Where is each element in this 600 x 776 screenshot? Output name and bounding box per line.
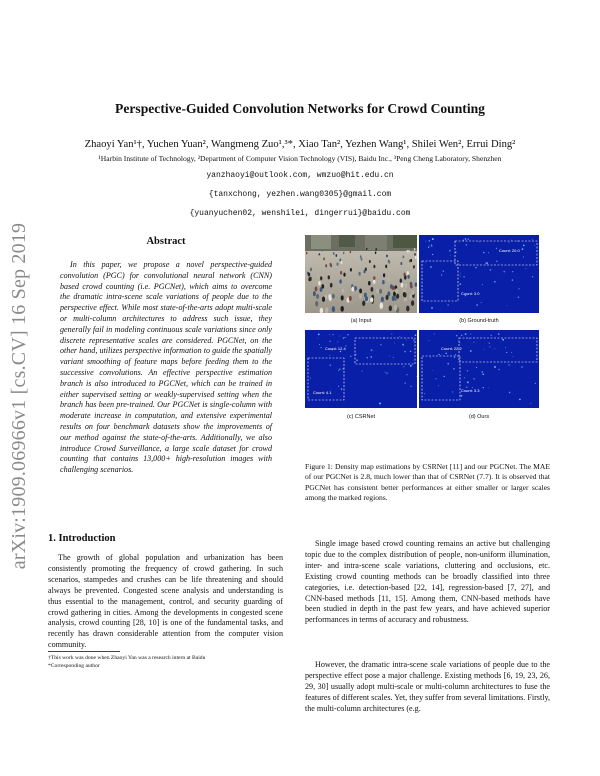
email-line: {tanxchong, yezhen.wang0305}@gmail.com — [208, 190, 392, 199]
abstract-text: In this paper, we propose a novel perspective-guided convolution (PGC) for convolutional neural network (CNN) based crowd counting (i.e. PGCNet), which aims to overcome the dramatic intra-scene scale variations of people due to the perspective effect. While most state-of-the-arts adopt multi-scale or multi-column architectures to address such issue, they generally fail in modeling continuous scale variations since only discrete representative scales are considered. PGCNet, on the other hand, utilizes perspective information to guide the spatially variant smoothing of feature maps before feeding them to the successive convolutions. An effective perspective estimation branch is also introduced to PGCNet, which can be trained in either supervised setting or weakly-supervised setting when the branch has been pre-trained. Our PGCNet is single-column with moderate increase in computation, and extensive experimental results on four benchmark datasets show the improvements of our method against the state-of-the-arts. Additionally, we also introduce Crowd Surveillance, a large scale dataset for crowd counting that contains 13,000+ high-resolution images with challenging scenarios. — [60, 260, 272, 475]
arxiv-stamp — [4, 218, 34, 574]
introduction-paragraph: The growth of global population and urbanization has been consistently promoting the frequency of crowd gathering. In such scenarios, stampedes and crushes can be life threatening and should always be prevented. Congested scene analysis and understanding is thus essential to the management, control, and security guarding of crowd gathering in cities. Among the developments in congested scene analysis, crowd counting [28, 10] is one of the fundamental tasks, and recently has drawn considerable attention from the computer vision community. — [48, 553, 283, 650]
affiliations: ¹Harbin Institute of Technology, ²Department of Computer Vision Technology (VIS), Baidu Inc., ³Peng Cheng Laboratory, Shenzhen — [98, 154, 502, 163]
body-paragraph: Single image based crowd counting remains an active but challenging topic due to the complex distribution of people, non-uniform illumination, inter- and intra-scene scale variations, cluttering and occlusions, etc. Existing crowd counting methods can be broadly classified into three categories, i.e. detection-based [22, 14], regression-based [7, 27], and CNN-based methods [11, 15]. Among them, CNN-based methods have been studied in depth in the past few years, and have achieved superior performances in terms of accuracy and robustness. — [305, 539, 550, 625]
email-list — [60, 166, 540, 223]
footnote: †This work was done when Zhaoyi Yan was a research intern at Baidu — [48, 655, 206, 661]
email-line: yanzhaoyi@outlook.com, wmzuo@hit.edu.cn — [206, 171, 394, 180]
footnote-rule — [48, 651, 120, 652]
count-label: Count: 3.3 — [461, 388, 480, 393]
paper-title: Perspective-Guided Convolution Networks for Crowd Counting — [115, 101, 485, 116]
input-crowd-photo — [305, 235, 417, 313]
footnotes — [48, 654, 288, 670]
panel-label-csrnet: (c) CSRNet — [346, 414, 376, 420]
introduction-heading: 1. Introduction — [48, 533, 116, 544]
abstract-heading: Abstract — [146, 236, 186, 247]
arxiv-id: arXiv:1909.06966v1 [cs.CV] 16 Sep 2019 — [8, 222, 30, 570]
figure-caption: Figure 1: Density map estimations by CSRNet [11] and our PGCNet. The MAE of our PGCNet is 2.8, much lower than that of CSRNet (7.7). It is observed that PGCNet has consistent better performances at either smaller or larger scales among the marked regions. — [305, 462, 550, 502]
pgcnet-density-map — [419, 330, 539, 408]
panel-label-ours: (d) Ours — [468, 414, 490, 420]
email-line: {yuanyuchen02, wenshilei, dingerrui}@baidu.com — [189, 209, 411, 218]
csrnet-density-map — [305, 330, 417, 408]
count-label: Count: 4.1 — [313, 390, 332, 395]
count-label: Count: 20.0 — [499, 248, 520, 253]
count-label: Count: 22.2 — [441, 346, 462, 351]
body-paragraph: However, the dramatic intra-scene scale variations of people due to the perspective effect pose a major challenge. Existing methods [6, 19, 23, 26, 29, 30] usually adopt multi-scale or multi-column architectures to fuse the features of different scales. Yet, they suffer from several limitations. Firstly, the multi-column architectures (e.g. — [305, 660, 550, 713]
ground-truth-density-map — [419, 235, 539, 313]
count-label: Count: 12.4 — [325, 346, 346, 351]
panel-label-input: (a) Input — [350, 318, 372, 324]
author-list: Zhaoyi Yan¹†, Yuchen Yuan², Wangmeng Zuo¹,³*, Xiao Tan², Yezhen Wang¹, Shilei Wen², Errui Ding² — [84, 139, 516, 150]
count-label: Count: 3.0 — [461, 291, 480, 296]
footnote: *Corresponding author — [48, 663, 100, 669]
panel-label-ground-truth: (b) Ground-truth — [459, 318, 499, 324]
